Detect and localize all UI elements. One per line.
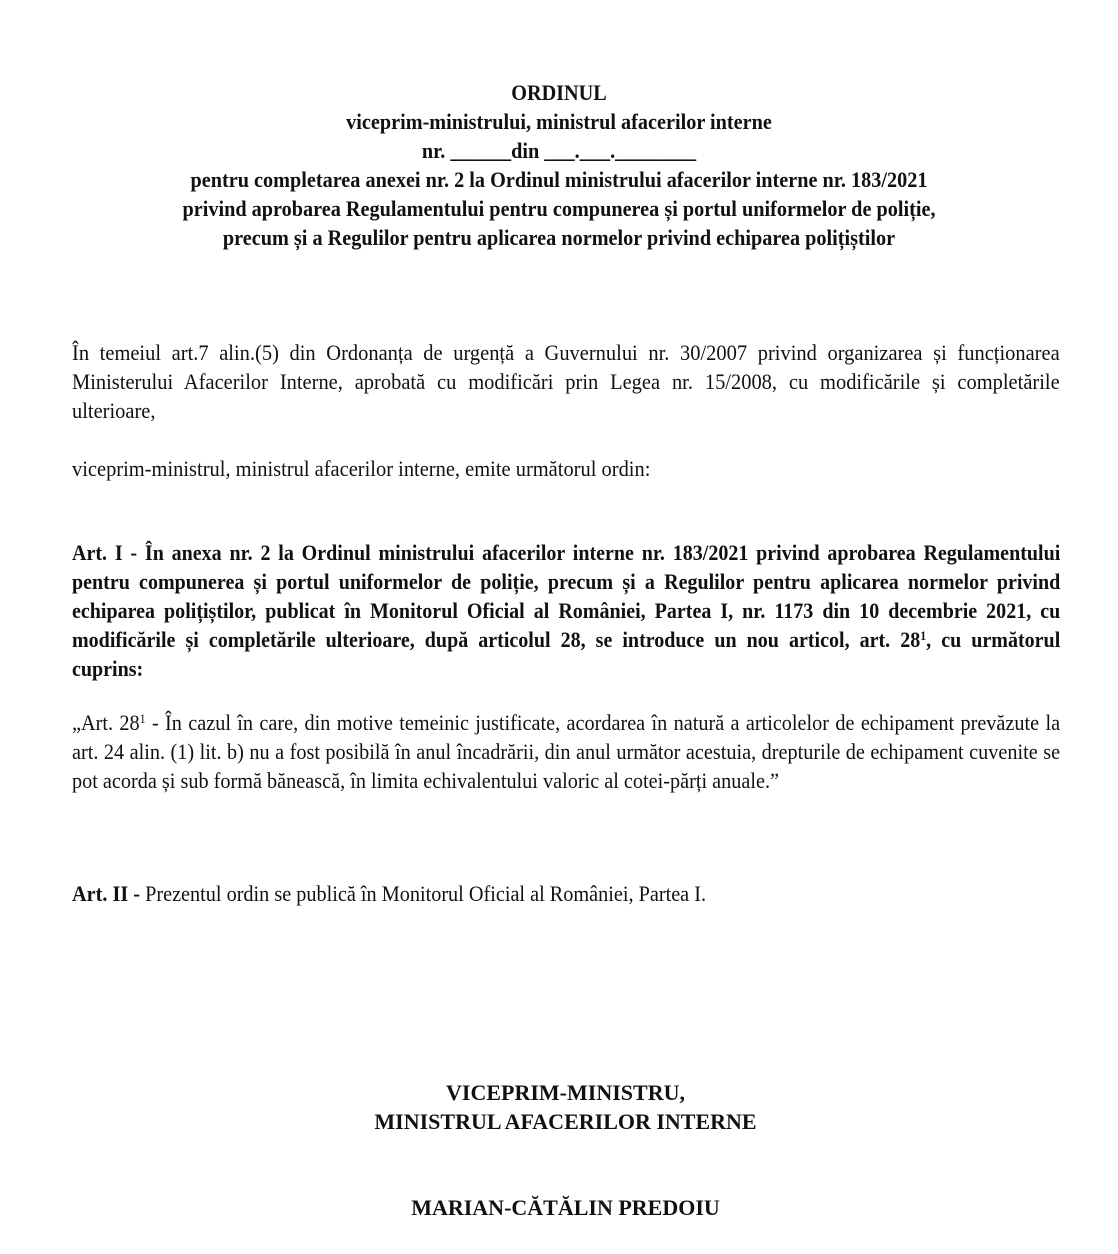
article-1-paragraph <box>72 538 1060 683</box>
issuer-line: viceprim-ministrului, ministrul afacerilor interne <box>346 109 772 134</box>
signature-title-line-2: MINISTRUL AFACERILOR INTERNE <box>374 1109 757 1134</box>
document-title: ORDINUL <box>511 80 607 105</box>
article-1-superscript: 1 <box>920 628 927 643</box>
signature-title <box>0 1078 1118 1136</box>
article-2-paragraph <box>72 879 1060 908</box>
article-1-text: Art. I - În anexa nr. 2 la Ordinul ministrului afacerilor interne nr. 183/2021 privind aprobarea Regulamentului pentru compunerea și portul uniformelor de poliție, precum și a Regulilor pentru aplicarea normelor privind echiparea polițiștilor, publicat în Monitorul Oficial al României, Partea I, nr. 1173 din 10 decembrie 2021, cu modificările și completările ulterioare, după articolul 28, se introduce un nou articol, art. 28 <box>72 540 1061 652</box>
article-28-1-paragraph <box>72 708 1060 795</box>
issuance-paragraph: viceprim-ministrul, ministrul afacerilor interne, emite următorul ordin: <box>72 456 651 481</box>
article-1-text-end: , cu următorul cuprins: <box>72 627 1061 681</box>
legal-basis-paragraph: În temeiul art.7 alin.(5) din Ordonanța de urgență a Guvernului nr. 30/2007 privind organizarea și funcționarea Ministerului Afacerilor Interne, aprobată cu modificări prin Legea nr. 15/2008, cu modificările și completările ulterioare, <box>72 340 1060 423</box>
signature-title-line-1: VICEPRIM-MINISTRU, <box>446 1080 685 1105</box>
article-28-1-superscript: 1 <box>139 711 146 726</box>
number-line: nr. ______din ___.___.________ <box>421 138 697 163</box>
subject-line-3: precum și a Regulilor pentru aplicarea normelor privind echiparea polițiștilor <box>222 225 896 250</box>
article-28-1-prefix: „Art. 28 <box>72 710 140 735</box>
article-2-text: Prezentul ordin se publică în Monitorul Oficial al României, Partea I. <box>140 881 707 906</box>
article-28-1-text: - În cazul în care, din motive temeinic justificate, acordarea în natură a articolelor de echipament prevăzute la art. 24 alin. (1) lit. b) nu a fost posibilă în anul încadrării, din anul următor acestuia, drepturile de echipament cuvenite se pot acorda și sub formă bănească, în limita echivalentului valoric al cotei-părți anuale.” <box>72 710 1061 793</box>
signatory-name: MARIAN-CĂTĂLIN PREDOIU <box>411 1195 720 1220</box>
subject-line-2: privind aprobarea Regulamentului pentru compunerea și portul uniformelor de poliție, <box>182 196 936 221</box>
article-2-label: Art. II - <box>72 881 141 906</box>
document-header <box>45 78 1074 252</box>
subject-line-1: pentru completarea anexei nr. 2 la Ordinul ministrului afacerilor interne nr. 183/2021 <box>190 167 928 192</box>
